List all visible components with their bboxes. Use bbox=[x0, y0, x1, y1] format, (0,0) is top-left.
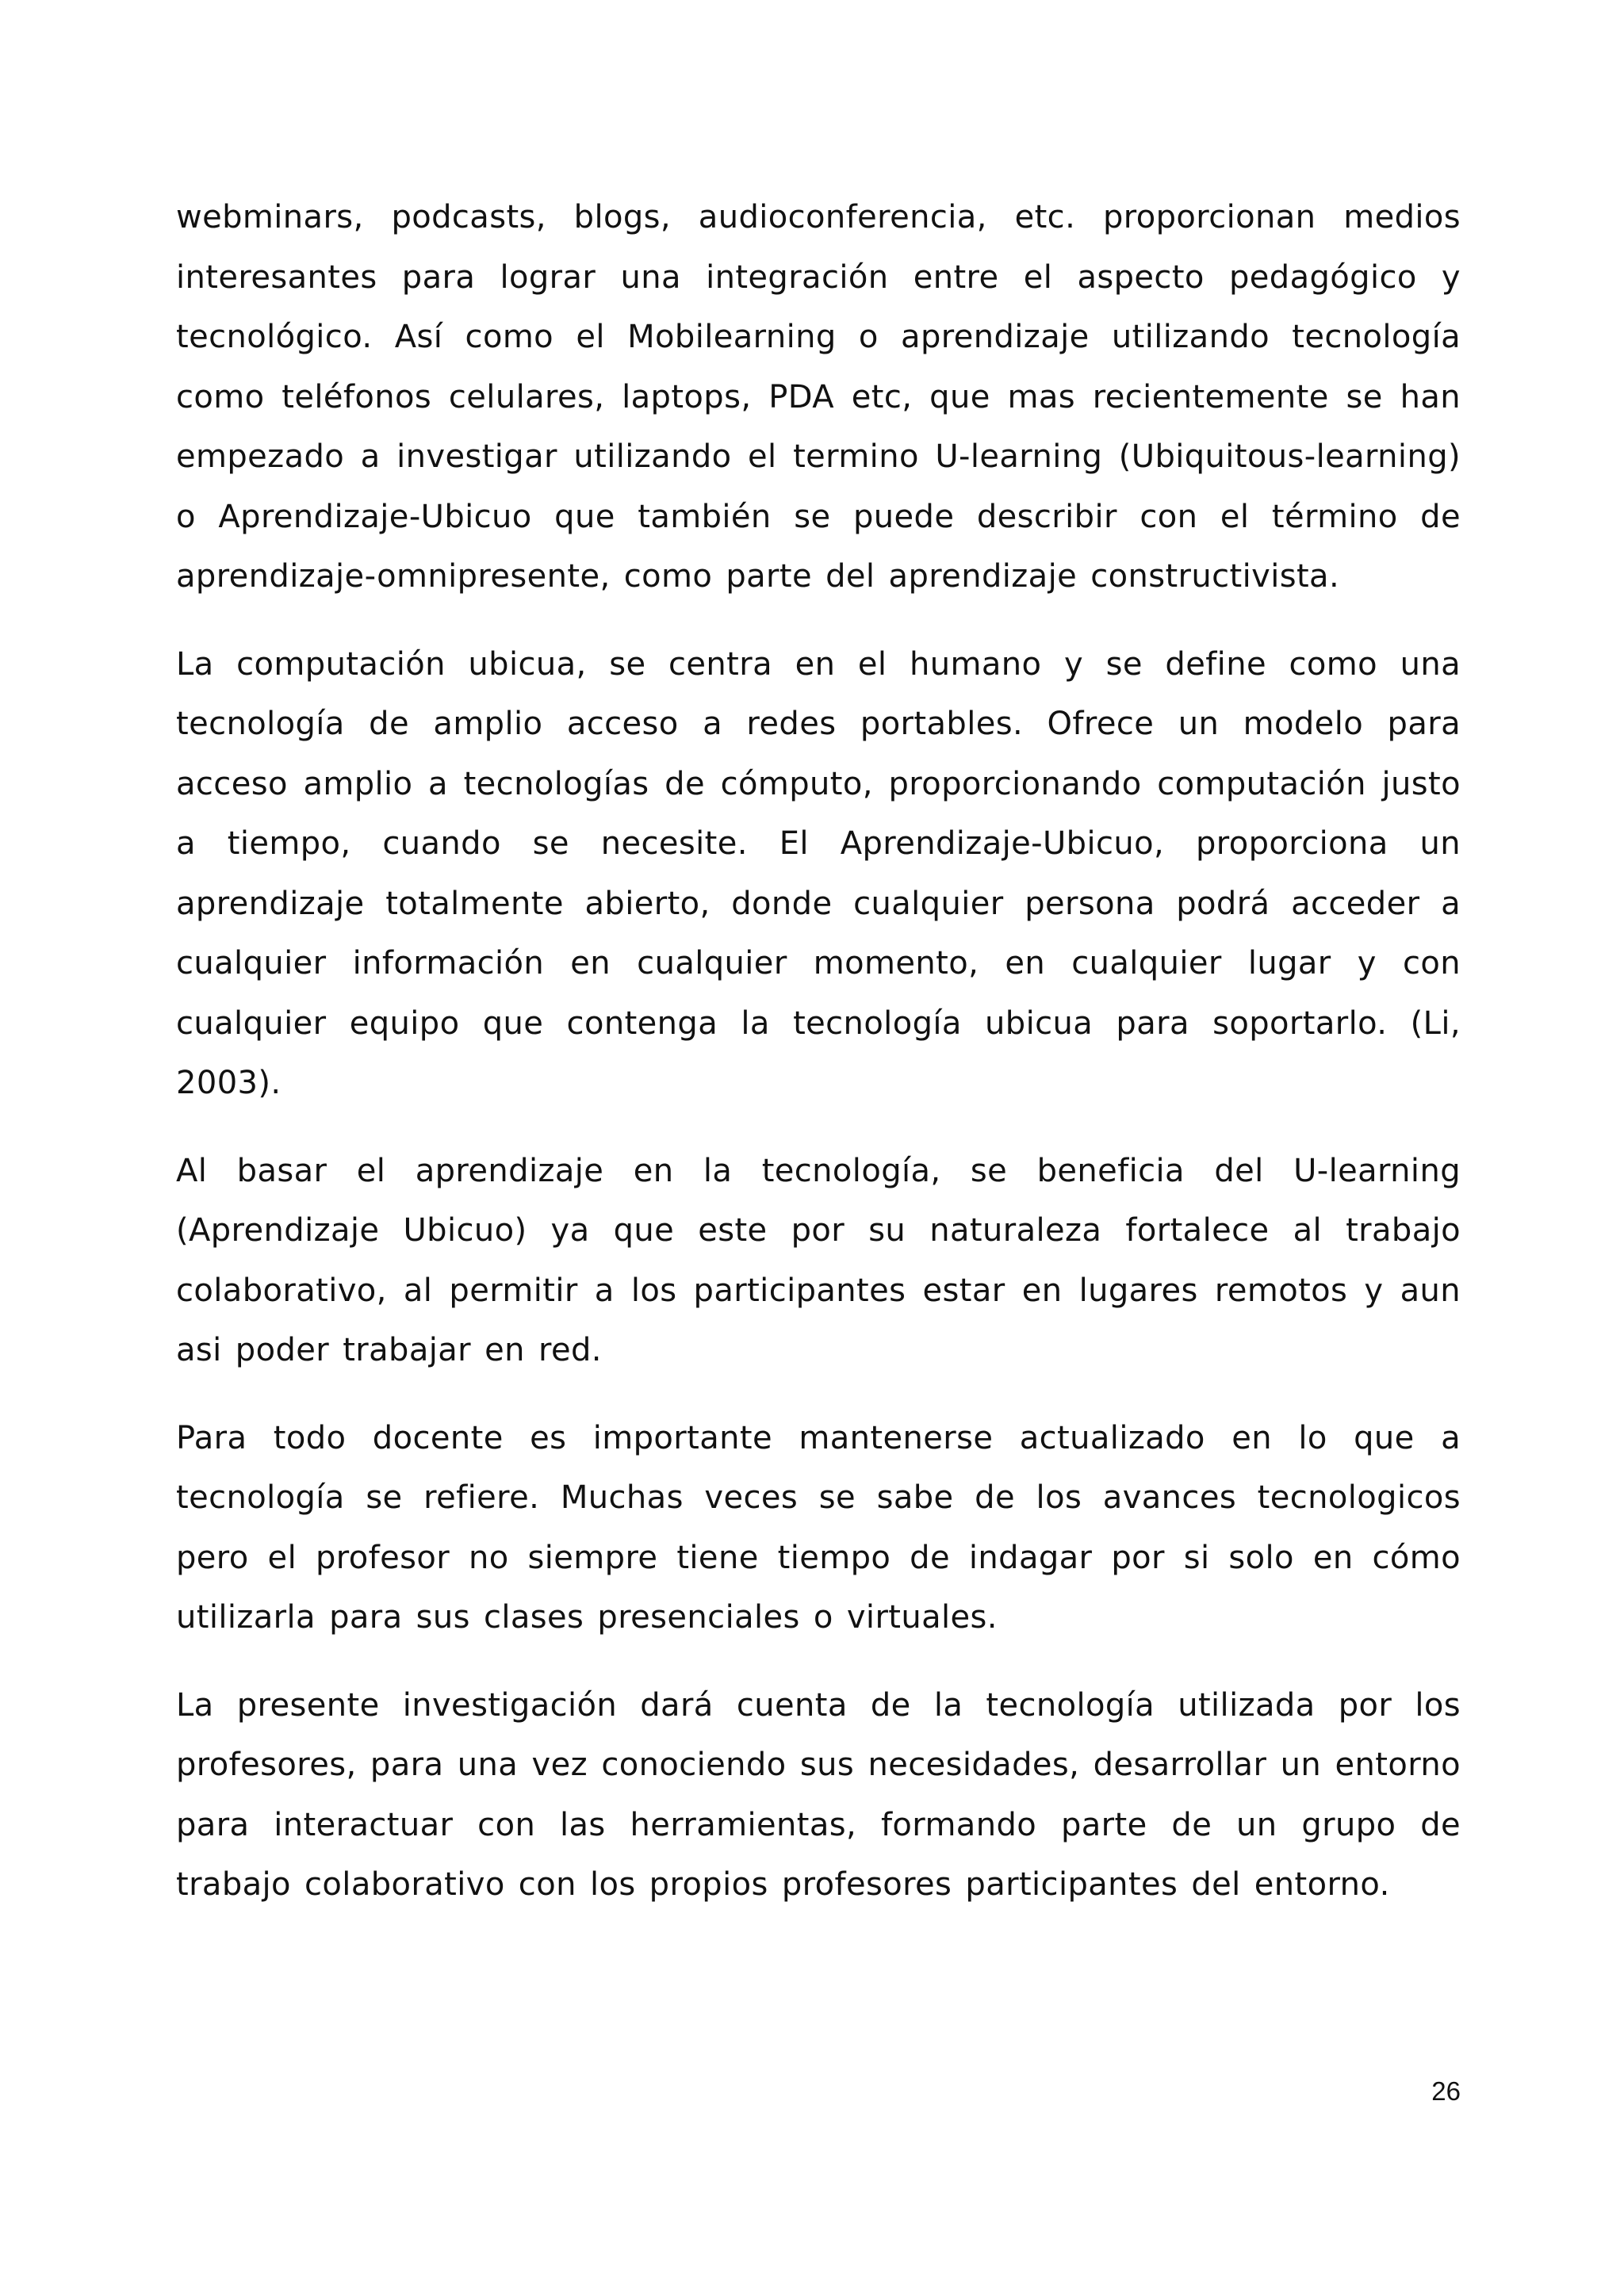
paragraph-1: webminars, podcasts, blogs, audioconferencia, etc. proporcionan medios interesantes para lograr una integración entre el aspecto pedagógico y tecnológico. Así como el Mobilearning o aprendizaje utilizando tecnología como teléfonos celulares, laptops, PDA etc, que mas recientemente se han empezado a investigar utilizando el termino U-learning (Ubiquitous-learning) o Aprendizaje-Ubicuo que también se puede describir con el término de aprendizaje-omnipresente, como parte del aprendizaje constructivista. bbox=[176, 199, 1461, 595]
paragraph-5: La presente investigación dará cuenta de la tecnología utilizada por los profesores, para una vez conociendo sus necesidades, desarrollar un entorno para interactuar con las herramientas, formando parte de un grupo de trabajo colaborativo con los propios profesores participantes del entorno. bbox=[176, 1686, 1461, 1903]
page-number: 26 bbox=[1431, 2076, 1461, 2106]
paragraph-3: Al basar el aprendizaje en la tecnología, se beneficia del U-learning (Aprendizaje Ubicuo) ya que este por su naturaleza fortalece al trabajo colaborativo, al permitir a los participantes estar en lugares remotos y aun asi poder trabajar en red. bbox=[176, 1152, 1461, 1368]
body-text bbox=[176, 188, 1461, 1943]
paragraph-2: La computación ubicua, se centra en el humano y se define como una tecnología de amplio acceso a redes portables. Ofrece un modelo para acceso amplio a tecnologías de cómputo, proporcionando computación justo a tiempo, cuando se necesite. El Aprendizaje-Ubicuo, proporciona un aprendizaje totalmente abierto, donde cualquier persona podrá acceder a cualquier información en cualquier momento, en cualquier lugar y con cualquier equipo que contenga la tecnología ubicua para soportarlo. (Li, 2003). bbox=[176, 645, 1461, 1101]
paragraph-4: Para todo docente es importante mantenerse actualizado en lo que a tecnología se refiere. Muchas veces se sabe de los avances tecnologicos pero el profesor no siempre tiene tiempo de indagar por si solo en cómo utilizarla para sus clases presenciales o virtuales. bbox=[176, 1419, 1461, 1636]
